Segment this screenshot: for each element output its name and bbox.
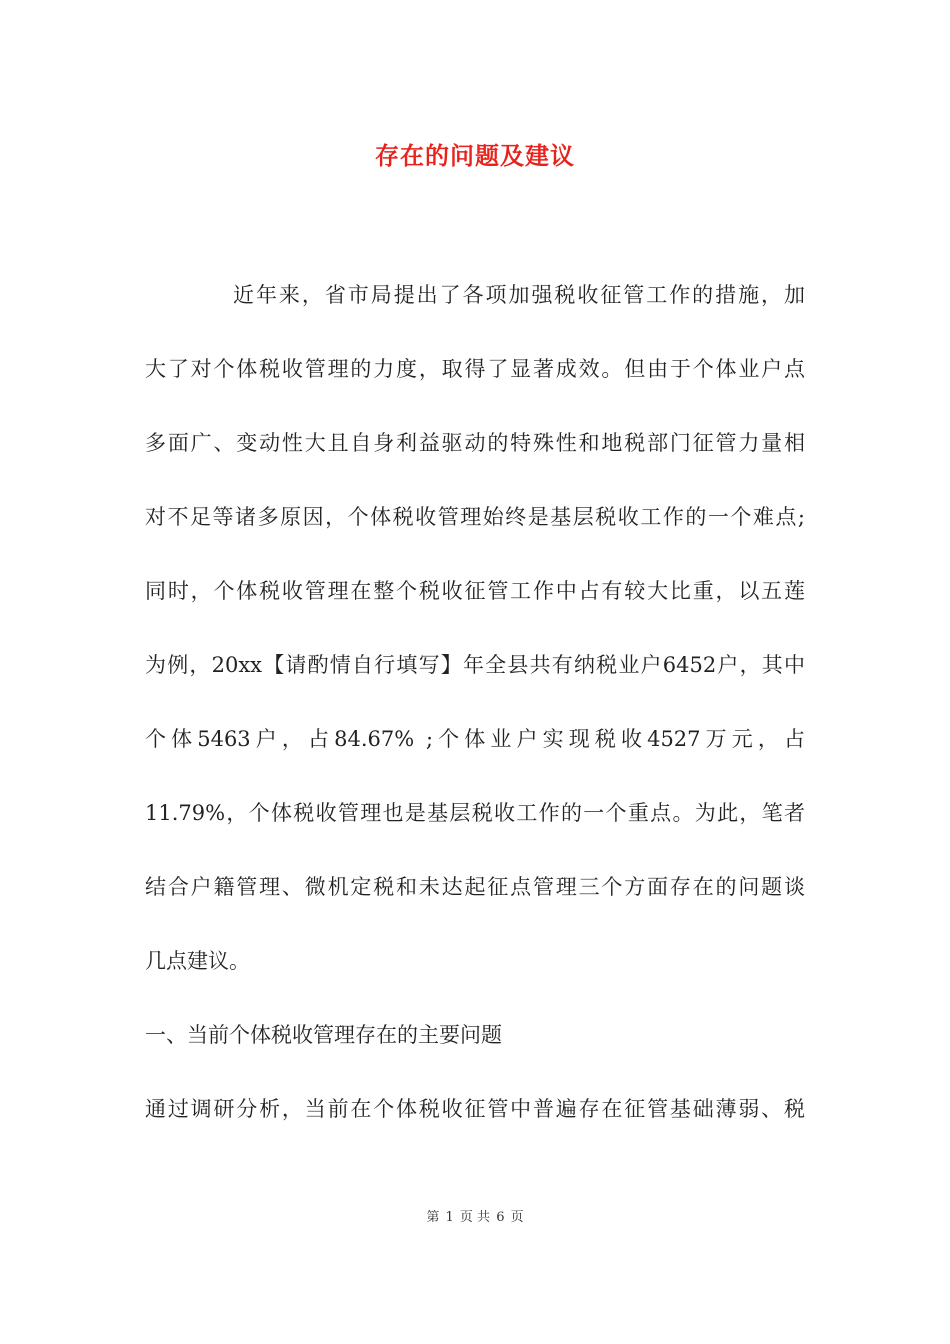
paragraph-line: 大了对个体税收管理的力度，取得了显著成效。但由于个体业户点: [145, 357, 805, 381]
footer-middle: 页 共: [459, 1210, 491, 1225]
footer-suffix: 页: [510, 1210, 524, 1225]
footer-prefix: 第: [426, 1210, 440, 1225]
paragraph-line: 同时，个体税收管理在整个税收征管工作中占有较大比重，以五莲: [145, 579, 805, 603]
paragraph-line: 个体5463户，占84.67% ;个体业户实现税收4527万元，占: [145, 727, 805, 751]
paragraph-line: 为例，20xx【请酌情自行填写】年全县共有纳税业户6452户，其中: [145, 653, 805, 677]
paragraph-line: 多面广、变动性大且自身利益驱动的特殊性和地税部门征管力量相: [145, 431, 805, 455]
section-heading: 一、当前个体税收管理存在的主要问题: [145, 1023, 502, 1047]
page-footer: [0, 1206, 950, 1225]
paragraph-line: 通过调研分析，当前在个体税收征管中普遍存在征管基础薄弱、税: [145, 1097, 805, 1121]
footer-page-number: 1: [445, 1210, 454, 1225]
footer-total-pages: 6: [496, 1210, 505, 1225]
document-title: 存在的问题及建议: [375, 141, 575, 170]
paragraph-line: 近年来，省市局提出了各项加强税收征管工作的措施，加: [233, 283, 805, 307]
paragraph-line: 结合户籍管理、微机定税和未达起征点管理三个方面存在的问题谈: [145, 875, 805, 899]
paragraph-line: 11.79%，个体税收管理也是基层税收工作的一个重点。为此，笔者: [145, 801, 805, 825]
paragraph-line: 对不足等诸多原因，个体税收管理始终是基层税收工作的一个难点;: [145, 505, 805, 529]
paragraph-line: 几点建议。: [145, 949, 250, 973]
